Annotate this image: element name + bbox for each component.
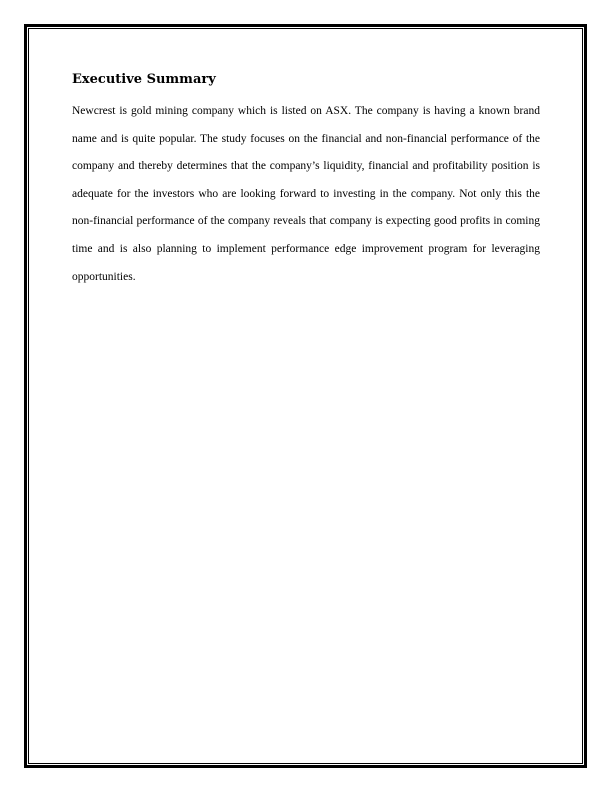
summary-paragraph: Newcrest is gold mining company which is listed on ASX. The company is having a known brand name and is quite popular. The study focuses on the financial and non-financial performance of the company and thereby determines that the company’s liquidity, financial and profitability position is adequate for the investors who are looking forward to investing in the company. Not only this the non-financial performance of the company reveals that company is expecting good profits in coming time and is also planning to implement performance edge improvement program for leveraging opportunities.: [72, 105, 540, 283]
section-heading: Executive Summary: [72, 72, 216, 87]
document-body: [72, 70, 540, 291]
